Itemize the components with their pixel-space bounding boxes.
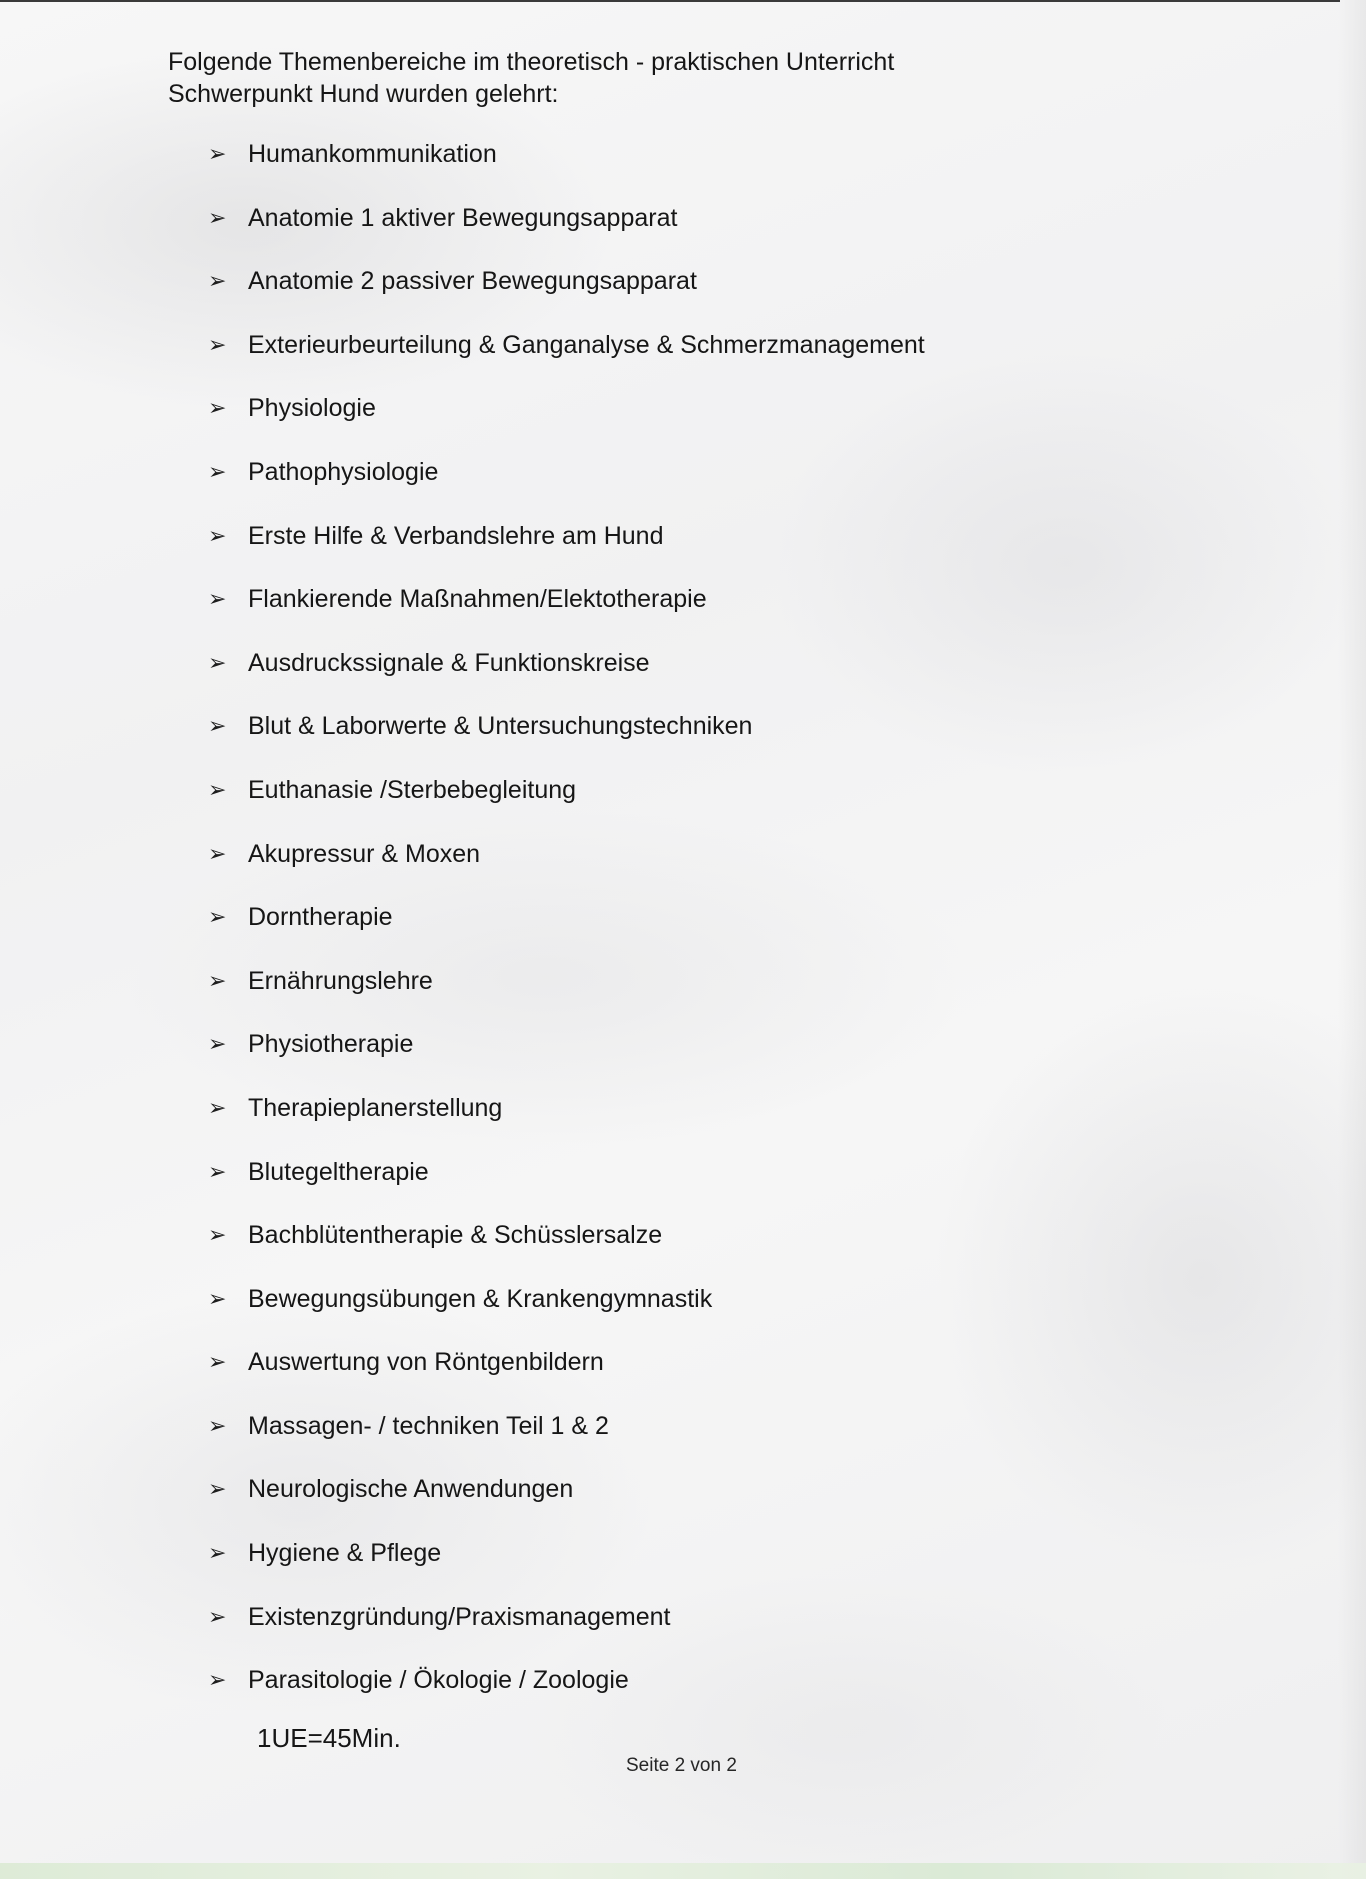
- topic-label: Anatomie 2 passiver Bewegungsapparat: [248, 267, 697, 296]
- topic-label: Bewegungsübungen & Krankengymnastik: [248, 1284, 713, 1313]
- list-item: [208, 1537, 925, 1601]
- topic-label: Ausdruckssignale & Funktionskreise: [248, 648, 650, 677]
- topic-label: Exterieurbeurteilung & Ganganalyse & Schmerzmanagement: [248, 330, 925, 359]
- list-item: [208, 265, 925, 329]
- arrow-bullet-icon: ➢: [208, 1094, 227, 1120]
- arrow-bullet-icon: ➢: [208, 1667, 227, 1693]
- topic-list: [208, 138, 925, 1728]
- topic-label: Physiologie: [248, 394, 376, 423]
- list-item: [208, 1346, 925, 1410]
- topic-label: Erste Hilfe & Verbandslehre am Hund: [248, 521, 664, 550]
- scan-edge-shadow: [1338, 0, 1366, 1879]
- topic-label: Hygiene & Pflege: [248, 1539, 442, 1568]
- arrow-bullet-icon: ➢: [208, 776, 227, 802]
- arrow-bullet-icon: ➢: [208, 395, 227, 421]
- topic-label: Anatomie 1 aktiver Bewegungsapparat: [248, 203, 678, 232]
- list-item: [208, 774, 925, 838]
- top-edge-rule: [0, 0, 1340, 2]
- arrow-bullet-icon: ➢: [208, 1476, 227, 1502]
- list-item: [208, 583, 925, 647]
- arrow-bullet-icon: ➢: [208, 458, 227, 484]
- topic-label: Dorntherapie: [248, 903, 393, 932]
- list-item: [208, 1410, 925, 1474]
- arrow-bullet-icon: ➢: [208, 1158, 227, 1184]
- list-item: [208, 838, 925, 902]
- arrow-bullet-icon: ➢: [208, 141, 227, 166]
- list-item: [208, 1156, 925, 1220]
- page-number: Seite 2 von 2: [626, 1755, 737, 1776]
- arrow-bullet-icon: ➢: [208, 204, 227, 230]
- scan-bottom-strip: [0, 1863, 1366, 1879]
- arrow-bullet-icon: ➢: [208, 1285, 227, 1311]
- arrow-bullet-icon: ➢: [208, 1222, 227, 1248]
- arrow-bullet-icon: ➢: [208, 840, 227, 866]
- list-item: [208, 1473, 925, 1537]
- topic-label: Blut & Laborwerte & Untersuchungstechniken: [248, 712, 753, 741]
- topic-label: Physiotherapie: [248, 1030, 414, 1059]
- topic-label: Flankierende Maßnahmen/Elektotherapie: [248, 585, 707, 614]
- list-item: [208, 710, 925, 774]
- list-item: [208, 647, 925, 711]
- topic-label: Existenzgründung/Praxismanagement: [248, 1602, 671, 1631]
- arrow-bullet-icon: ➢: [208, 1412, 227, 1438]
- arrow-bullet-icon: ➢: [208, 586, 227, 612]
- list-item: [208, 1283, 925, 1347]
- topic-label: Bachblütentherapie & Schüsslersalze: [248, 1221, 663, 1250]
- list-item: [208, 329, 925, 393]
- list-item: [208, 1092, 925, 1156]
- topic-label: Humankommunikation: [248, 140, 497, 168]
- unit-note: 1UE=45Min.: [257, 1723, 401, 1753]
- list-item: [208, 202, 925, 266]
- list-item: [208, 1664, 925, 1728]
- arrow-bullet-icon: ➢: [208, 713, 227, 739]
- list-item: [208, 456, 925, 520]
- arrow-bullet-icon: ➢: [208, 522, 227, 548]
- topic-label: Neurologische Anwendungen: [248, 1475, 574, 1504]
- topic-label: Euthanasie /Sterbebegleitung: [248, 775, 577, 804]
- arrow-bullet-icon: ➢: [208, 331, 227, 357]
- list-item: [208, 1028, 925, 1092]
- list-item: [208, 392, 925, 456]
- list-item: [208, 1601, 925, 1665]
- intro-text: [168, 46, 894, 110]
- list-item: [208, 965, 925, 1029]
- list-item: [208, 138, 925, 202]
- topic-label: Pathophysiologie: [248, 457, 439, 486]
- list-item: [208, 1219, 925, 1283]
- topic-label: Parasitologie / Ökologie / Zoologie: [248, 1666, 629, 1695]
- topic-label: Massagen- / techniken Teil 1 & 2: [248, 1411, 609, 1440]
- arrow-bullet-icon: ➢: [208, 1603, 227, 1629]
- arrow-bullet-icon: ➢: [208, 268, 227, 294]
- arrow-bullet-icon: ➢: [208, 649, 227, 675]
- topic-label: Therapieplanerstellung: [248, 1093, 503, 1122]
- topic-label: Ernährungslehre: [248, 966, 433, 995]
- arrow-bullet-icon: ➢: [208, 967, 227, 993]
- list-item: [208, 520, 925, 584]
- list-item: [208, 901, 925, 965]
- arrow-bullet-icon: ➢: [208, 1349, 227, 1375]
- intro-line-2: Schwerpunkt Hund wurden gelehrt:: [168, 80, 559, 108]
- arrow-bullet-icon: ➢: [208, 1031, 227, 1057]
- intro-line-1: Folgende Themenbereiche im theoretisch - praktischen Unterricht: [168, 48, 895, 76]
- arrow-bullet-icon: ➢: [208, 1540, 227, 1566]
- topic-label: Akupressur & Moxen: [248, 839, 481, 868]
- arrow-bullet-icon: ➢: [208, 904, 227, 930]
- topic-label: Auswertung von Röntgenbildern: [248, 1348, 604, 1377]
- topic-label: Blutegeltherapie: [248, 1157, 429, 1186]
